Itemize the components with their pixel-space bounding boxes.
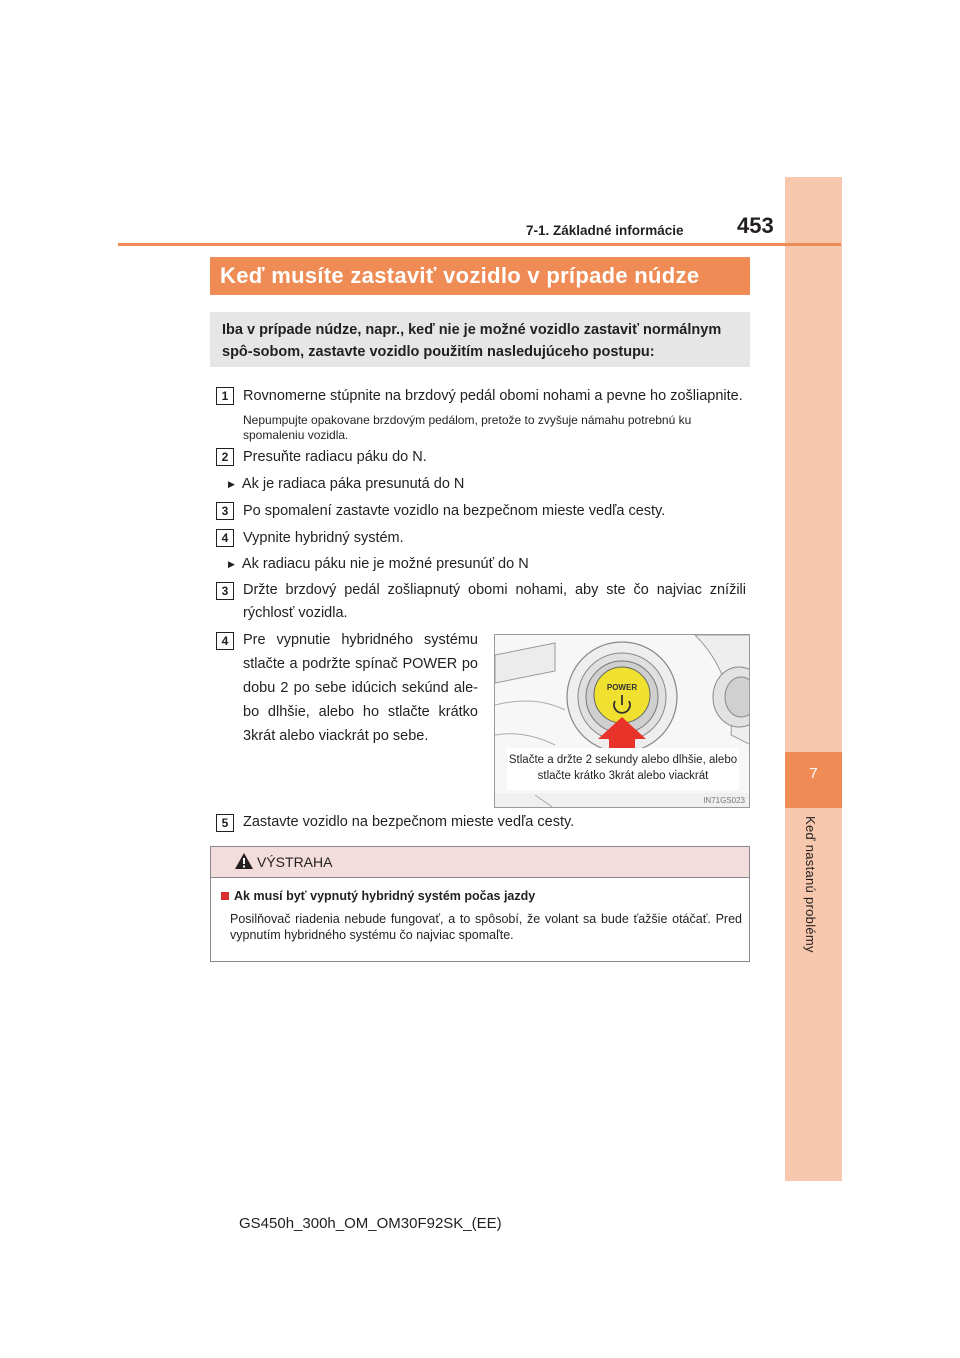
step-badge-2: 2 (216, 448, 234, 466)
warning-header (211, 847, 749, 878)
step-2-text: Presuňte radiacu páku do N. (243, 449, 427, 465)
step-badge-3b: 3 (216, 582, 234, 600)
power-button-label: POWER (606, 683, 638, 692)
intro-text: Iba v prípade núdze, napr., keď nie je možné vozidlo zastaviť normálnym spô-sobom, zastavte vozidlo použitím nasledujúceho postupu: (222, 322, 722, 360)
triangle-bullet-icon: ▶ (228, 479, 235, 489)
red-square-icon (221, 892, 229, 900)
warning-body: Posilňovač riadenia nebude fungovať, a to spôsobí, že volant sa bude ťažšie otáčať. Pred vypnutím hybridného systému čo najviac spomaľte. (230, 912, 742, 942)
step-4b-text: Pre vypnutie hybridného systému stlačte a podržte spínač POWER po dobu 2 po sebe idúcich sekúnd ale-bo dlhšie, alebo ho stlačte krátko 3krát alebo viackrát po sebe. (243, 632, 478, 744)
warning-heading: VÝSTRAHA (257, 854, 333, 870)
step-1-text: Rovnomerne stúpnite na brzdový pedál obomi nohami a pevne ho zošliapnite. (243, 388, 743, 404)
chapter-number: 7 (809, 765, 818, 782)
warning-icon (234, 852, 254, 870)
warning-subheading-row (221, 889, 535, 903)
warning-subheading: Ak musí byť vypnutý hybridný systém počas jazdy (234, 889, 536, 903)
condition-bullet-2-text: Ak radiacu páku nie je možné presunúť do N (241, 556, 529, 572)
condition-bullet-1 (228, 473, 728, 497)
step-3-text: Po spomalení zastavte vozidlo na bezpečnom mieste vedľa cesty. (243, 503, 666, 519)
step-badge-5: 5 (216, 814, 234, 832)
condition-bullet-2 (228, 553, 728, 577)
step-badge-1: 1 (216, 387, 234, 405)
step-badge-4b: 4 (216, 632, 234, 650)
chapter-side-tab (785, 177, 842, 1181)
step-badge-4: 4 (216, 529, 234, 547)
header-rule (118, 243, 841, 246)
figure-callout: Stlačte a držte 2 sekundy alebo dlhšie, alebo stlačte krátko 3krát alebo viackrát (507, 748, 739, 790)
chapter-label: Keď nastanú problémy (803, 816, 818, 953)
figure-code: IN71GS023 (703, 796, 745, 805)
page-title: Keď musíte zastaviť vozidlo v prípade núdze (210, 257, 750, 295)
condition-bullet-1-text: Ak je radiaca páka presunutá do N (241, 476, 465, 492)
step-badge-3: 3 (216, 502, 234, 520)
step-5-text: Zastavte vozidlo na bezpečnom mieste vedľa cesty. (243, 814, 575, 830)
warning-box (210, 846, 750, 962)
step-3b-text: Držte brzdový pedál zošliapnutý obomi nohami, aby ste čo najviac znížili rýchlosť vozidla. (243, 582, 746, 621)
section-title: 7-1. Základné informácie (526, 223, 684, 238)
page-number: 453 (737, 213, 774, 238)
power-switch-figure (494, 634, 750, 808)
step-1-note: Nepumpujte opakovane brzdovým pedálom, pretože to zvyšuje námahu potrebnú ku spomaleniu vozidla. (243, 413, 692, 442)
triangle-bullet-icon: ▶ (228, 559, 235, 569)
step-4-text: Vypnite hybridný systém. (243, 530, 404, 546)
intro-box (210, 312, 750, 367)
document-footer: GS450h_300h_OM_OM30F92SK_(EE) (239, 1215, 502, 1232)
